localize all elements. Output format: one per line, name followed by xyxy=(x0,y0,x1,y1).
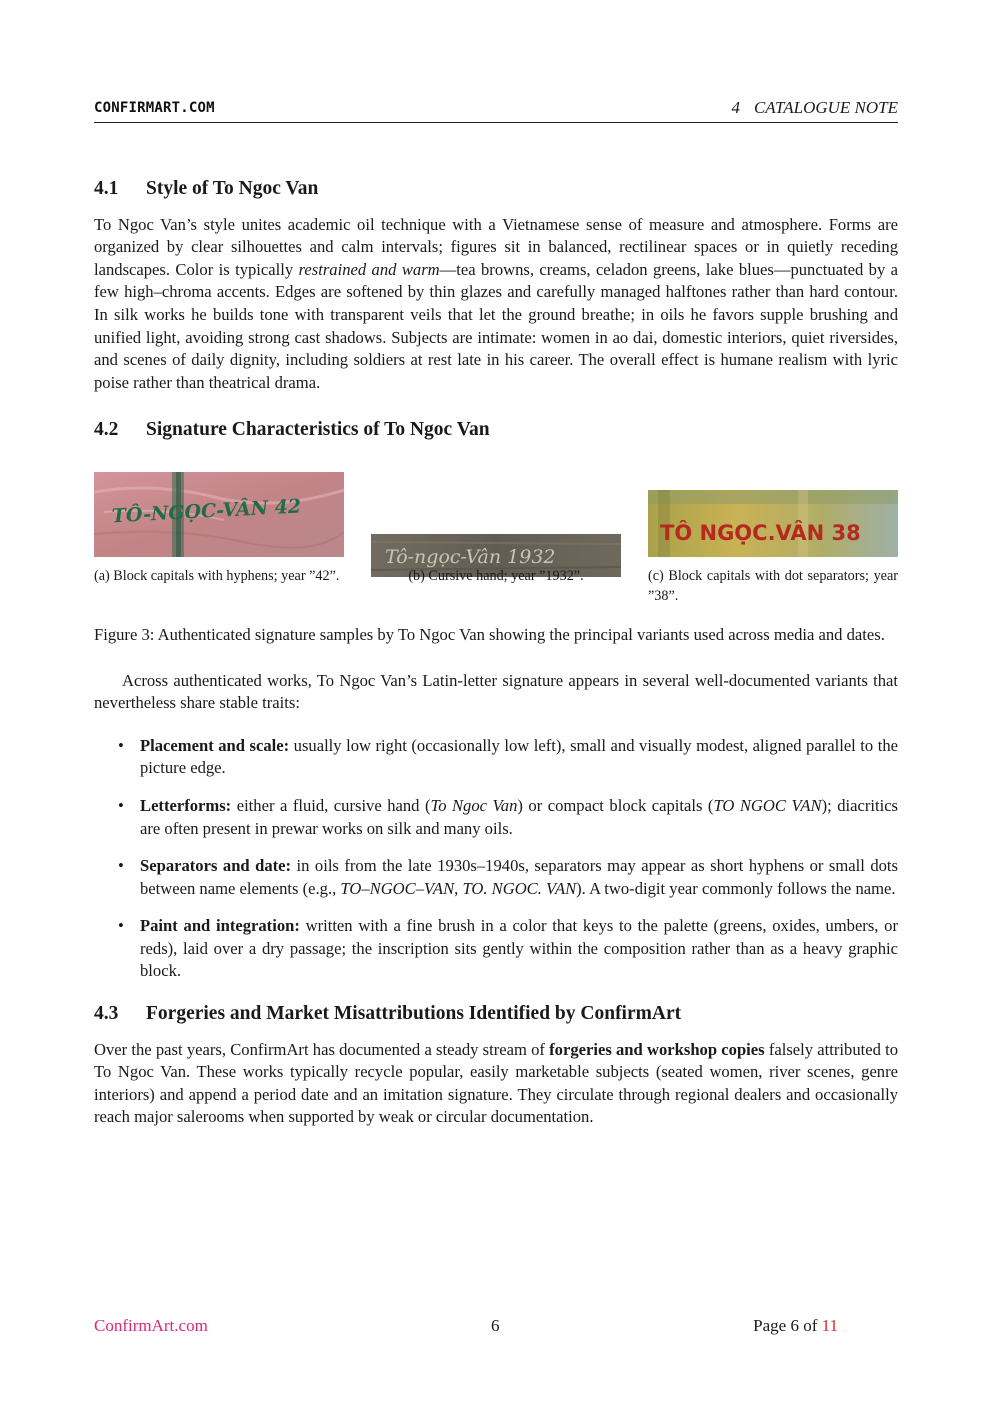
style-paragraph xyxy=(94,214,898,395)
page-number: 6 xyxy=(491,1316,500,1335)
subfigure-a xyxy=(94,472,344,606)
signature-intro-paragraph: Across authenticated works, To Ngoc Van’s Latin-letter signature appears in several well-documented variants that nevertheless share stable traits: xyxy=(94,670,898,713)
list-item xyxy=(94,855,898,900)
subfigure-b xyxy=(371,472,621,606)
bullet-icon: • xyxy=(118,856,124,876)
site-link[interactable]: ConfirmArt.com xyxy=(94,1316,208,1335)
list-item-text: ); diacritics are often present in prewar works on silk and many oils. xyxy=(140,795,899,838)
signature-image-a xyxy=(94,472,344,557)
list-item-label: Paint and integration: xyxy=(140,916,300,936)
running-head-title: CATALOGUE NOTE xyxy=(753,98,898,117)
subfigure-b-caption: (b) Cursive hand; year ”1932”. xyxy=(408,567,584,584)
section-number: 4.1 xyxy=(94,178,119,199)
signature-a-text: TÔ-NGỌC-VÂN 42 xyxy=(111,495,302,528)
bullet-icon: • xyxy=(118,795,124,815)
bullet-icon: • xyxy=(118,916,124,936)
list-item-text: ) or compact block capitals ( xyxy=(517,795,714,815)
page-header xyxy=(94,98,898,123)
section-title: Signature Characteristics of To Ngoc Van xyxy=(146,419,490,441)
list-item-text: , xyxy=(454,878,463,898)
emphasis-text: restrained and warm xyxy=(298,259,440,279)
bullet-icon: • xyxy=(118,735,124,755)
page-footer xyxy=(94,1316,838,1340)
forgeries-paragraph xyxy=(94,1039,898,1129)
list-item-label: Letterforms: xyxy=(140,795,232,815)
section-number: 4.2 xyxy=(94,419,119,441)
signature-b-text: Tô-ngọc-Vân 1932 xyxy=(385,545,556,568)
subfigure-c xyxy=(648,472,898,606)
list-item-label: Placement and scale: xyxy=(140,735,290,755)
paragraph-text: Over the past years, ConfirmArt has documented a steady stream of xyxy=(94,1039,550,1059)
section-number: 4.3 xyxy=(94,1003,119,1025)
emphasis-text: To Ngoc Van xyxy=(430,795,518,815)
running-head-number: 4 xyxy=(731,98,740,117)
signature-figure xyxy=(94,472,898,606)
emphasis-text: TO–NGOC–VAN xyxy=(340,878,455,898)
signature-traits-list xyxy=(94,735,898,983)
list-item xyxy=(94,915,898,983)
list-item xyxy=(94,735,898,780)
signature-image-c xyxy=(648,490,898,557)
subfigure-c-caption: (c) Block capitals with dot separators; year ”38”. xyxy=(648,567,898,604)
emphasis-text: TO NGOC VAN xyxy=(713,795,822,815)
bold-text: forgeries and workshop copies xyxy=(549,1039,765,1059)
signature-c-text: TÔ NGỌC.VÂN 38 xyxy=(660,520,861,545)
list-item-text: either a fluid, cursive hand ( xyxy=(231,795,431,815)
paragraph-text: —tea browns, creams, celadon greens, lake blues—punctuated by a few high–chroma accents. Edges are softened by thin glazes and carefully managed halftones rather than hard contour. In silk works he builds tone with transparent veils that let the ground breathe; in oils he favors supple brushing and unified light, avoiding strong cast shadows. Subjects are intimate: women in ao dai, domestic interiors, quiet riversides, and scenes of daily dignity, including soldiers at rest late in his career. The overall effect is humane realism with lyric poise rather than theatrical drama. xyxy=(94,259,899,392)
list-item-text: written with a fine brush in a color that keys to the palette (greens, oxides, umbers, or reds), laid over a dry passage; the inscription sits gently within the composition rather than as a heavy graphic block. xyxy=(140,916,898,981)
total-pages-link[interactable]: 11 xyxy=(821,1316,838,1335)
paragraph-text: To Ngoc Van’s style unites academic oil technique with a Vietnamese sense of measure and atmosphere. Forms are organized by clear silhouettes and calm intervals; figures sit in balanced, rectilinear spaces or in quietly receding landscapes. Color is typically xyxy=(94,214,898,279)
main-content xyxy=(94,178,898,1129)
page-count xyxy=(753,1316,838,1336)
section-heading-4-3 xyxy=(94,1003,898,1026)
page-count-prefix: Page 6 of xyxy=(753,1316,822,1335)
running-head xyxy=(731,98,898,118)
section-title: Forgeries and Market Misattributions Identified by ConfirmArt xyxy=(146,1003,682,1025)
section-title: Style of To Ngoc Van xyxy=(146,178,319,199)
confirmart-logo: CONFIRMART.COM xyxy=(94,100,215,116)
list-item-text: ). A two-digit year commonly follows the name. xyxy=(576,878,896,898)
figure-caption: Figure 3: Authenticated signature samples by To Ngoc Van showing the principal variants used across media and dates. xyxy=(94,624,885,644)
subfigure-a-caption: (a) Block capitals with hyphens; year ”42”. xyxy=(94,567,340,584)
list-item-text: in oils from the late 1930s–1940s, separators may appear as short hyphens or small dots between name elements (e.g., xyxy=(140,856,898,898)
list-item-label: Separators and date: xyxy=(140,856,292,876)
section-heading-4-2 xyxy=(94,419,898,442)
emphasis-text: TO. NGOC. VAN xyxy=(462,878,577,898)
paragraph-text: falsely attributed to To Ngoc Van. These works typically recycle popular, easily marketable subjects (seated women, river scenes, genre interiors) and append a period date and an imitation signature. They circulate through regional dealers and occasionally reach major salerooms when supported by weak or circular documentation. xyxy=(94,1039,899,1127)
section-heading-4-1 xyxy=(94,178,898,201)
list-item-text: usually low right (occasionally low left), small and visually modest, aligned parallel to the picture edge. xyxy=(140,735,899,778)
list-item xyxy=(94,795,898,840)
